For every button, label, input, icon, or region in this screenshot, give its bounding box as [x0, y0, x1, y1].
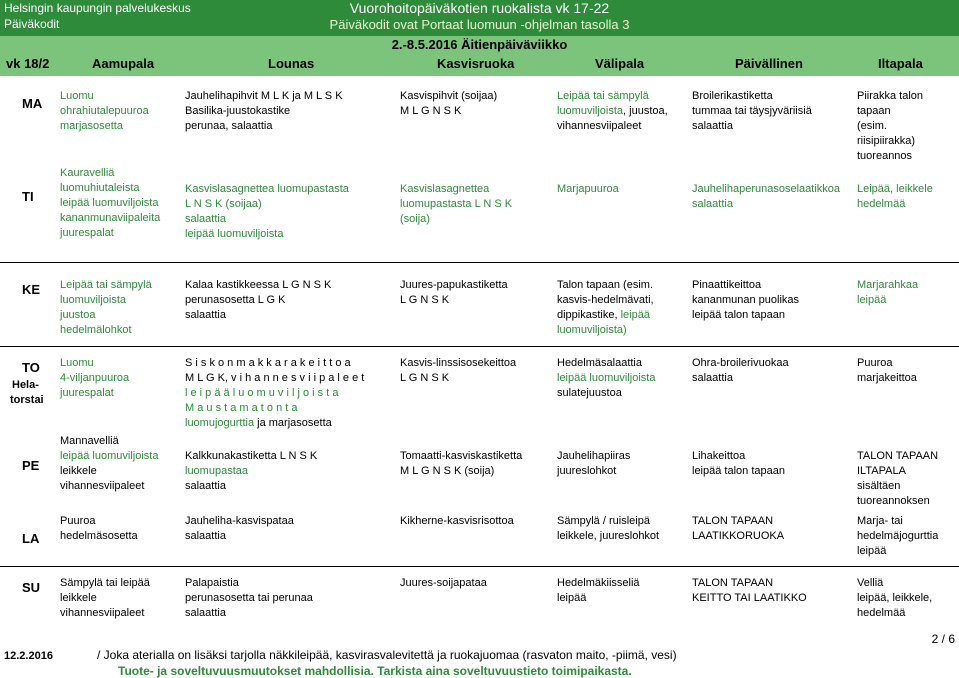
- col-iltapala: Iltapala: [878, 56, 923, 71]
- to-lounas: S i s k o n m a k k a r a k e i t t o a M L G K, v i h a n n e s v i i p a l e e t l e i p ä ä l u o m u v i l j o i s t a M a u s t a m a t o n t a luomujogurttia ja marjasosetta: [185, 357, 365, 429]
- header-bar: [0, 0, 959, 36]
- footer-note: / Joka aterialla on lisäksi tarjolla näkkileipää, kasvirasvalevitettä ja ruokajuomaa (rasvaton maito, -piimä, vesi): [97, 648, 677, 662]
- su-iltapala: Velliä leipää, leikkele, hedelmää: [857, 577, 933, 619]
- su-aamupala: Sämpylä tai leipää leikkele vihannesviipaleet: [60, 577, 150, 619]
- pe-paivallinen: Lihakeittoa leipää talon tapaan: [692, 450, 785, 477]
- to-iltapala: Puuroa marjakeittoa: [857, 357, 917, 384]
- la-lounas: Jauheliha-kasvispataa salaattia: [185, 515, 294, 542]
- pe-lounas: Kalkkunakastiketta L N S K luomupastaa salaattia: [185, 450, 318, 492]
- ma-valipala: Leipää tai sämpylä luomuviljoista, juustoa, vihannesviipaleet: [557, 90, 668, 132]
- col-paivallinen: Päivällinen: [735, 56, 803, 71]
- to-aamupala: Luomu 4-viljanpuuroa juurespalat: [60, 357, 130, 399]
- col-valipala: Välipala: [595, 56, 645, 71]
- pe-kasvis: Tomaatti-kasviskastiketta M L G N S K (soija): [400, 450, 523, 477]
- page-subtitle: Päiväkodit ovat Portaat luomuun -ohjelman tasolla 3: [329, 17, 630, 32]
- to-kasvis: Kasvis-linssisosekeittoa L G N S K: [400, 357, 517, 384]
- ti-paivallinen: Jauhelihaperunasoselaatikkoa salaattia: [692, 183, 840, 210]
- ke-lounas: Kalaa kastikkeessa L G N S K perunasosetta L G K salaattia: [185, 279, 332, 321]
- day-to-hela: Hela-: [12, 379, 39, 391]
- day-ke: KE: [22, 282, 41, 297]
- footer-disclaimer: Tuote- ja soveltuvuusmuutokset mahdollisia. Tarkista aina soveltuvuustieto toimipaikasta.: [118, 664, 632, 678]
- page-title: Vuorohoitopäiväkotien ruokalista vk 17-22: [349, 0, 610, 16]
- ma-paivallinen: Broilerikastiketta tummaa tai täysjyväriisiä salaattia: [692, 90, 812, 132]
- divider: [0, 566, 959, 567]
- su-kasvis: Juures-soijapataa: [400, 577, 487, 589]
- day-pe: PE: [22, 458, 40, 473]
- col-lounas: Lounas: [268, 56, 315, 71]
- la-iltapala: Marja- tai hedelmäjogurttia leipää: [857, 515, 939, 557]
- ti-lounas: Kasvislasagnettea luomupastasta L N S K (soijaa) salaattia leipää luomuviljoista: [185, 183, 349, 240]
- unit-name: Päiväkodit: [4, 17, 60, 31]
- la-paivallinen: TALON TAPAAN LAATIKKORUOKA: [692, 515, 785, 542]
- day-to-torstai: torstai: [10, 394, 44, 406]
- ke-paivallinen: Pinaattikeittoa kananmunan puolikas leipää talon tapaan: [692, 279, 800, 321]
- day-su: SU: [22, 580, 41, 595]
- pe-iltapala: TALON TAPAAN ILTAPALA sisältäen tuoreannoksen: [857, 450, 939, 507]
- ke-valipala: Talon tapaan (esim. kasvis-hedelmävati, dippikastike, leipää luomuviljoista): [557, 279, 654, 336]
- la-aamupala: Puuroa hedelmäsosetta: [60, 515, 138, 542]
- day-to: TO: [22, 360, 40, 375]
- pe-valipala: Jauhelihapiiras juureslohkot: [557, 450, 631, 477]
- pe-aamupala: Mannavelliä leipää luomuviljoista leikkele vihannesviipaleet: [60, 435, 159, 492]
- divider: [0, 262, 959, 263]
- day-la: LA: [22, 531, 40, 546]
- su-lounas: Palapaistia perunasosetta tai perunaa salaattia: [185, 577, 313, 619]
- ma-kasvis: Kasvispihvit (soijaa) M L G N S K: [400, 90, 498, 117]
- ke-kasvis: Juures-papukastiketta L G N S K: [400, 279, 508, 306]
- to-paivallinen: Ohra-broilerivuokaa salaattia: [692, 357, 789, 384]
- divider: [0, 346, 959, 347]
- to-valipala: Hedelmäsalaattia leipää luomuviljoista sulatejuustoa: [557, 357, 656, 399]
- la-valipala: Sämpylä / ruisleipä leikkele, juureslohkot: [557, 515, 660, 542]
- ma-lounas: Jauhelihapihvit M L K ja M L S K Basilika-juustokastike perunaa, salaattia: [185, 90, 343, 132]
- su-paivallinen: TALON TAPAAN KEITTO TAI LAATIKKO: [692, 577, 807, 604]
- day-ma: MA: [22, 96, 43, 111]
- ti-kasvis: Kasvislasagnettea luomupastasta L N S K (soija): [400, 183, 513, 225]
- ma-iltapala: Piirakka talon tapaan (esim. riisipiirakka) tuoreannos: [857, 90, 924, 162]
- col-week: vk 18/2: [6, 56, 50, 71]
- col-kasvisruoka: Kasvisruoka: [437, 56, 515, 71]
- la-kasvis: Kikherne-kasvisrisottoa: [400, 515, 514, 527]
- week-title: 2.-8.5.2016 Äitienpäiväviikko: [391, 37, 568, 52]
- ti-aamupala: Kauravelliä luomuhiutaleista leipää luomuviljoista kananmunaviipaleita juurespalat: [60, 167, 161, 239]
- ke-aamupala: Leipää tai sämpylä luomuviljoista juustoa hedelmälohkot: [60, 279, 152, 336]
- day-ti: TI: [22, 189, 34, 204]
- su-valipala: Hedelmäkiisseliä leipää: [557, 577, 640, 604]
- page-number: 2 / 6: [931, 632, 955, 646]
- col-aamupala: Aamupala: [92, 56, 155, 71]
- ke-iltapala: Marjarahkaa leipää: [857, 279, 919, 306]
- ma-aamupala: Luomu ohrahiutalepuuroa marjasosetta: [60, 90, 149, 132]
- ti-valipala: Marjapuuroa: [557, 183, 619, 195]
- footer-date: 12.2.2016: [4, 650, 53, 662]
- ti-iltapala: Leipää, leikkele hedelmää: [857, 183, 933, 210]
- org-name: Helsingin kaupungin palvelukeskus: [4, 1, 191, 15]
- column-header-row: [0, 52, 959, 76]
